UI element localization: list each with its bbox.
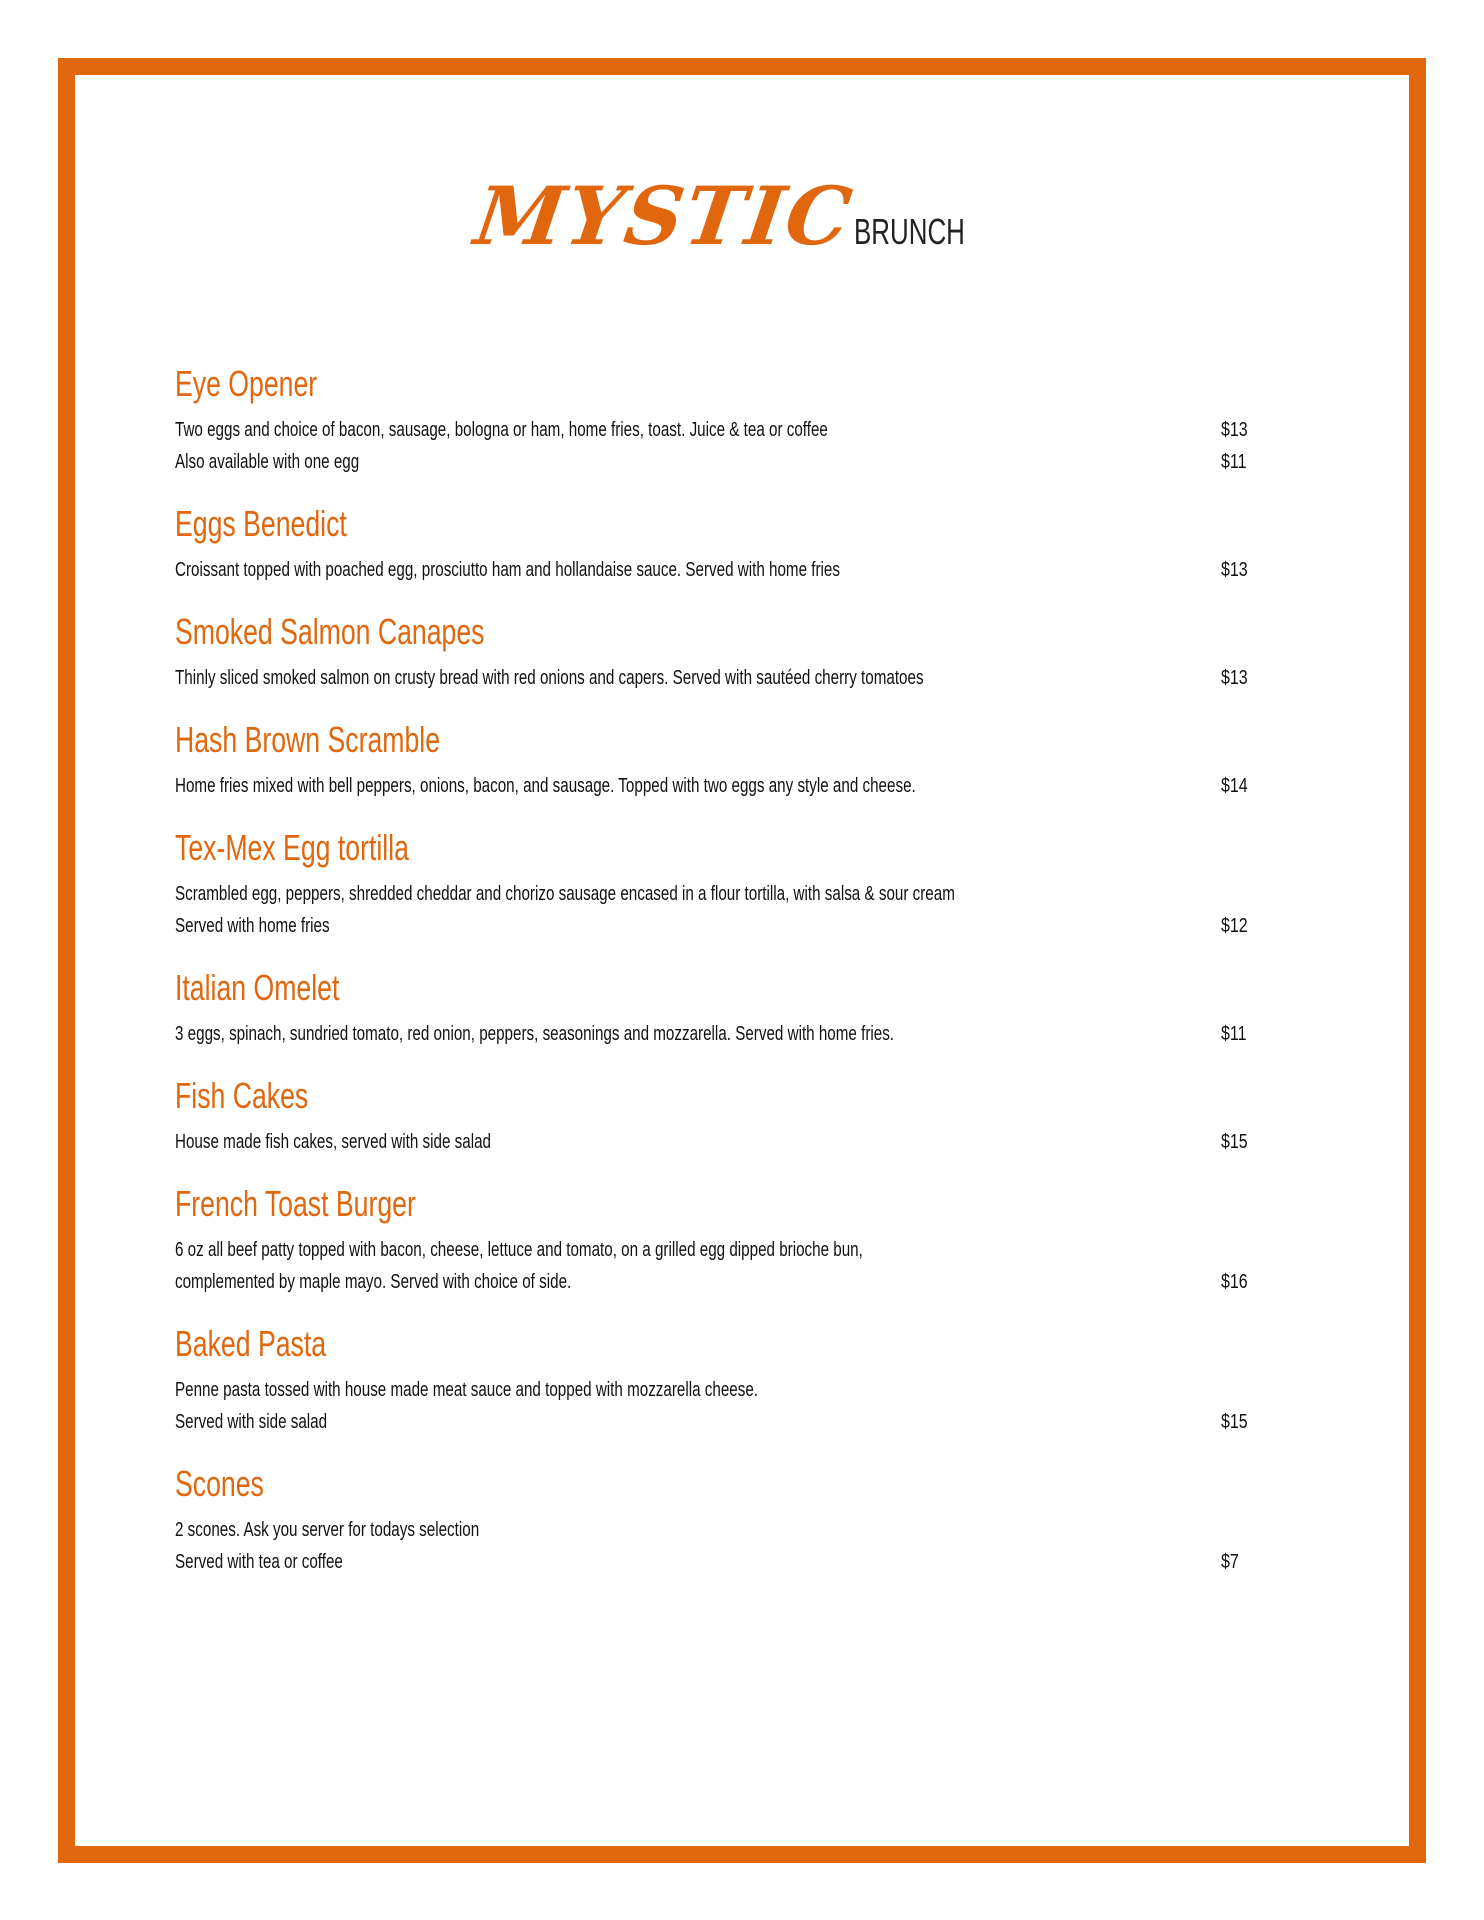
menu-item-description: complemented by maple mayo. Served with choice of side. [175,1271,572,1293]
menu-item-description: Scrambled egg, peppers, shredded cheddar and chorizo sausage encased in a flour tortilla, with salsa & sour cream [175,883,955,905]
menu-item [175,716,1255,802]
menu-item [175,1072,1255,1158]
menu-item-line [175,1514,1255,1546]
menu-item [175,360,1255,478]
menu-item-name: Fish Cakes [175,1075,309,1116]
menu-item [175,500,1255,586]
menu-title [0,169,1484,263]
menu-item [175,608,1255,694]
menu-item-name: Hash Brown Scramble [175,719,441,760]
menu-item [175,1180,1255,1298]
menu-item-name: Tex-Mex Egg tortilla [175,827,409,868]
menu-item [175,1320,1255,1438]
menu-item-line [175,878,1255,910]
menu-item-price: $15 [1221,1131,1248,1153]
menu-item [175,1460,1255,1578]
menu-item-line [175,770,1255,802]
menu-item-line [175,446,1255,478]
menu-item-description: 6 oz all beef patty topped with bacon, cheese, lettuce and tomato, on a grilled egg dipped brioche bun, [175,1239,863,1261]
menu-item-price: $13 [1221,419,1248,441]
menu-item-name: Smoked Salmon Canapes [175,611,485,652]
menu-item-line [175,1126,1255,1158]
menu-item-description: House made fish cakes, served with side salad [175,1131,491,1153]
menu-item-name: Eye Opener [175,363,318,404]
menu-item-description: Croissant topped with poached egg, prosciutto ham and hollandaise sauce. Served with home fries [175,559,840,581]
menu-item-price: $11 [1221,1023,1247,1045]
menu-item-line [175,1546,1255,1578]
menu-item-description: 2 scones. Ask you server for todays selection [175,1519,480,1541]
menu-item-price: $7 [1221,1551,1239,1573]
menu-item-description: Served with home fries [175,915,330,937]
menu-item-price: $11 [1221,451,1247,473]
menu-item-description: Also available with one egg [175,451,360,473]
menu-item-line [175,1406,1255,1438]
menu-item-line [175,554,1255,586]
menu-item-price: $13 [1221,667,1248,689]
menu-item-price: $12 [1221,915,1248,937]
menu-item-name: Scones [175,1463,264,1504]
menu-item-name: Baked Pasta [175,1323,327,1364]
menu-subtitle: BRUNCH [854,211,965,252]
menu-item-description: Two eggs and choice of bacon, sausage, bologna or ham, home fries, toast. Juice & tea or coffee [175,419,828,441]
menu-item-price: $16 [1221,1271,1248,1293]
restaurant-name: MYSTIC [469,169,859,263]
menu-item-description: Served with side salad [175,1411,328,1433]
menu-item-description: Served with tea or coffee [175,1551,343,1573]
menu-list [175,360,1255,1600]
menu-item-line [175,910,1255,942]
menu-item-line [175,1266,1255,1298]
menu-item-line [175,662,1255,694]
menu-item-name: Eggs Benedict [175,503,347,544]
menu-item-name: French Toast Burger [175,1183,416,1224]
menu-item [175,964,1255,1050]
menu-item-description: Penne pasta tossed with house made meat sauce and topped with mozzarella cheese. [175,1379,759,1401]
menu-item-line [175,1374,1255,1406]
menu-item-line [175,1018,1255,1050]
menu-item-price: $13 [1221,559,1248,581]
menu-item-line [175,414,1255,446]
menu-item-price: $15 [1221,1411,1248,1433]
menu-item-price: $14 [1221,775,1248,797]
menu-item-description: Home fries mixed with bell peppers, onions, bacon, and sausage. Topped with two eggs any style and cheese. [175,775,916,797]
menu-item-line [175,1234,1255,1266]
menu-item-name: Italian Omelet [175,967,340,1008]
menu-item [175,824,1255,942]
menu-item-description: Thinly sliced smoked salmon on crusty bread with red onions and capers. Served with sautéed cherry tomatoes [175,667,924,689]
menu-item-description: 3 eggs, spinach, sundried tomato, red onion, peppers, seasonings and mozzarella. Served with home fries. [175,1023,895,1045]
